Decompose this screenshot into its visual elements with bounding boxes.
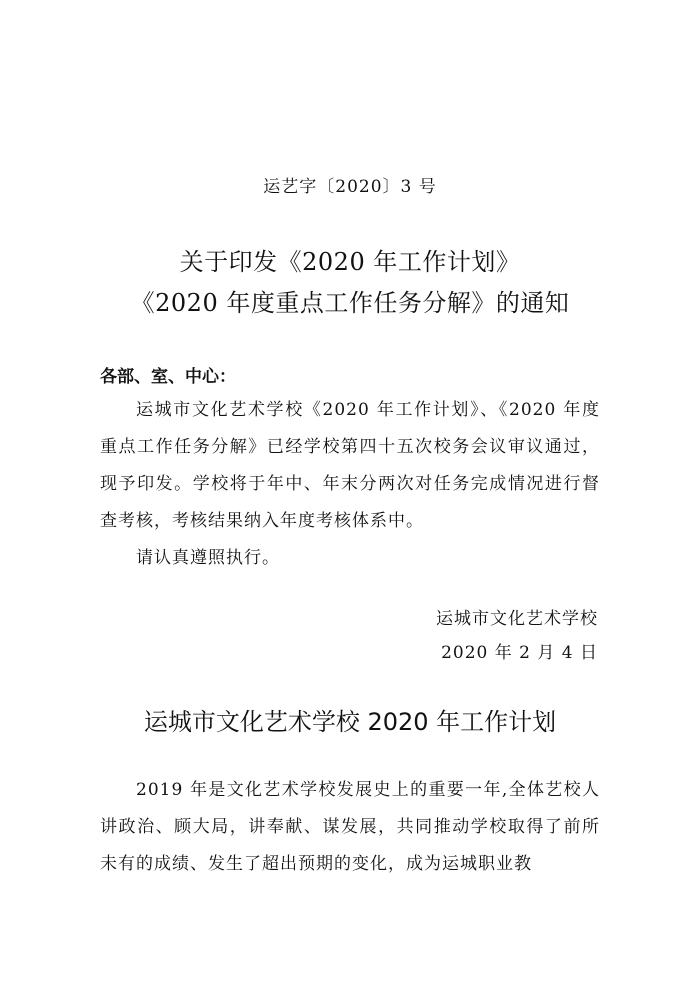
notice-instruction-paragraph: 请认真遵照执行。 [136,548,280,568]
salutation: 各部、室、中心： [100,367,236,387]
document-number: 运艺字〔2020〕3 号 [263,177,437,197]
notice-body-paragraph: 运城市文化艺术学校《2020 年工作计划》、《2020 年度重点工作任务分解》已经学校第四十五次校务会议审议通过，现予印发。学校将于年中、年末分两次对任务完成情况进行督查考核，考核结果纳入年度考核体系中。 [100,400,600,531]
notice-title-line-1: 关于印发《2020 年工作计划》 [179,248,521,276]
signature-date: 2020 年 2 月 4 日 [441,643,598,663]
work-plan-paragraph: 2019 年是文化艺术学校发展史上的重要一年,全体艺校人讲政治、顾大局，讲奉献、谋发展，共同推动学校取得了前所未有的成绩、发生了超出预期的变化，成为运城职业教 [100,780,600,874]
signature-organization: 运城市文化艺术学校 [436,609,598,629]
notice-title-line-2: 《2020 年度重点工作任务分解》的通知 [130,289,570,317]
work-plan-title: 运城市文化艺术学校 2020 年工作计划 [143,708,557,736]
